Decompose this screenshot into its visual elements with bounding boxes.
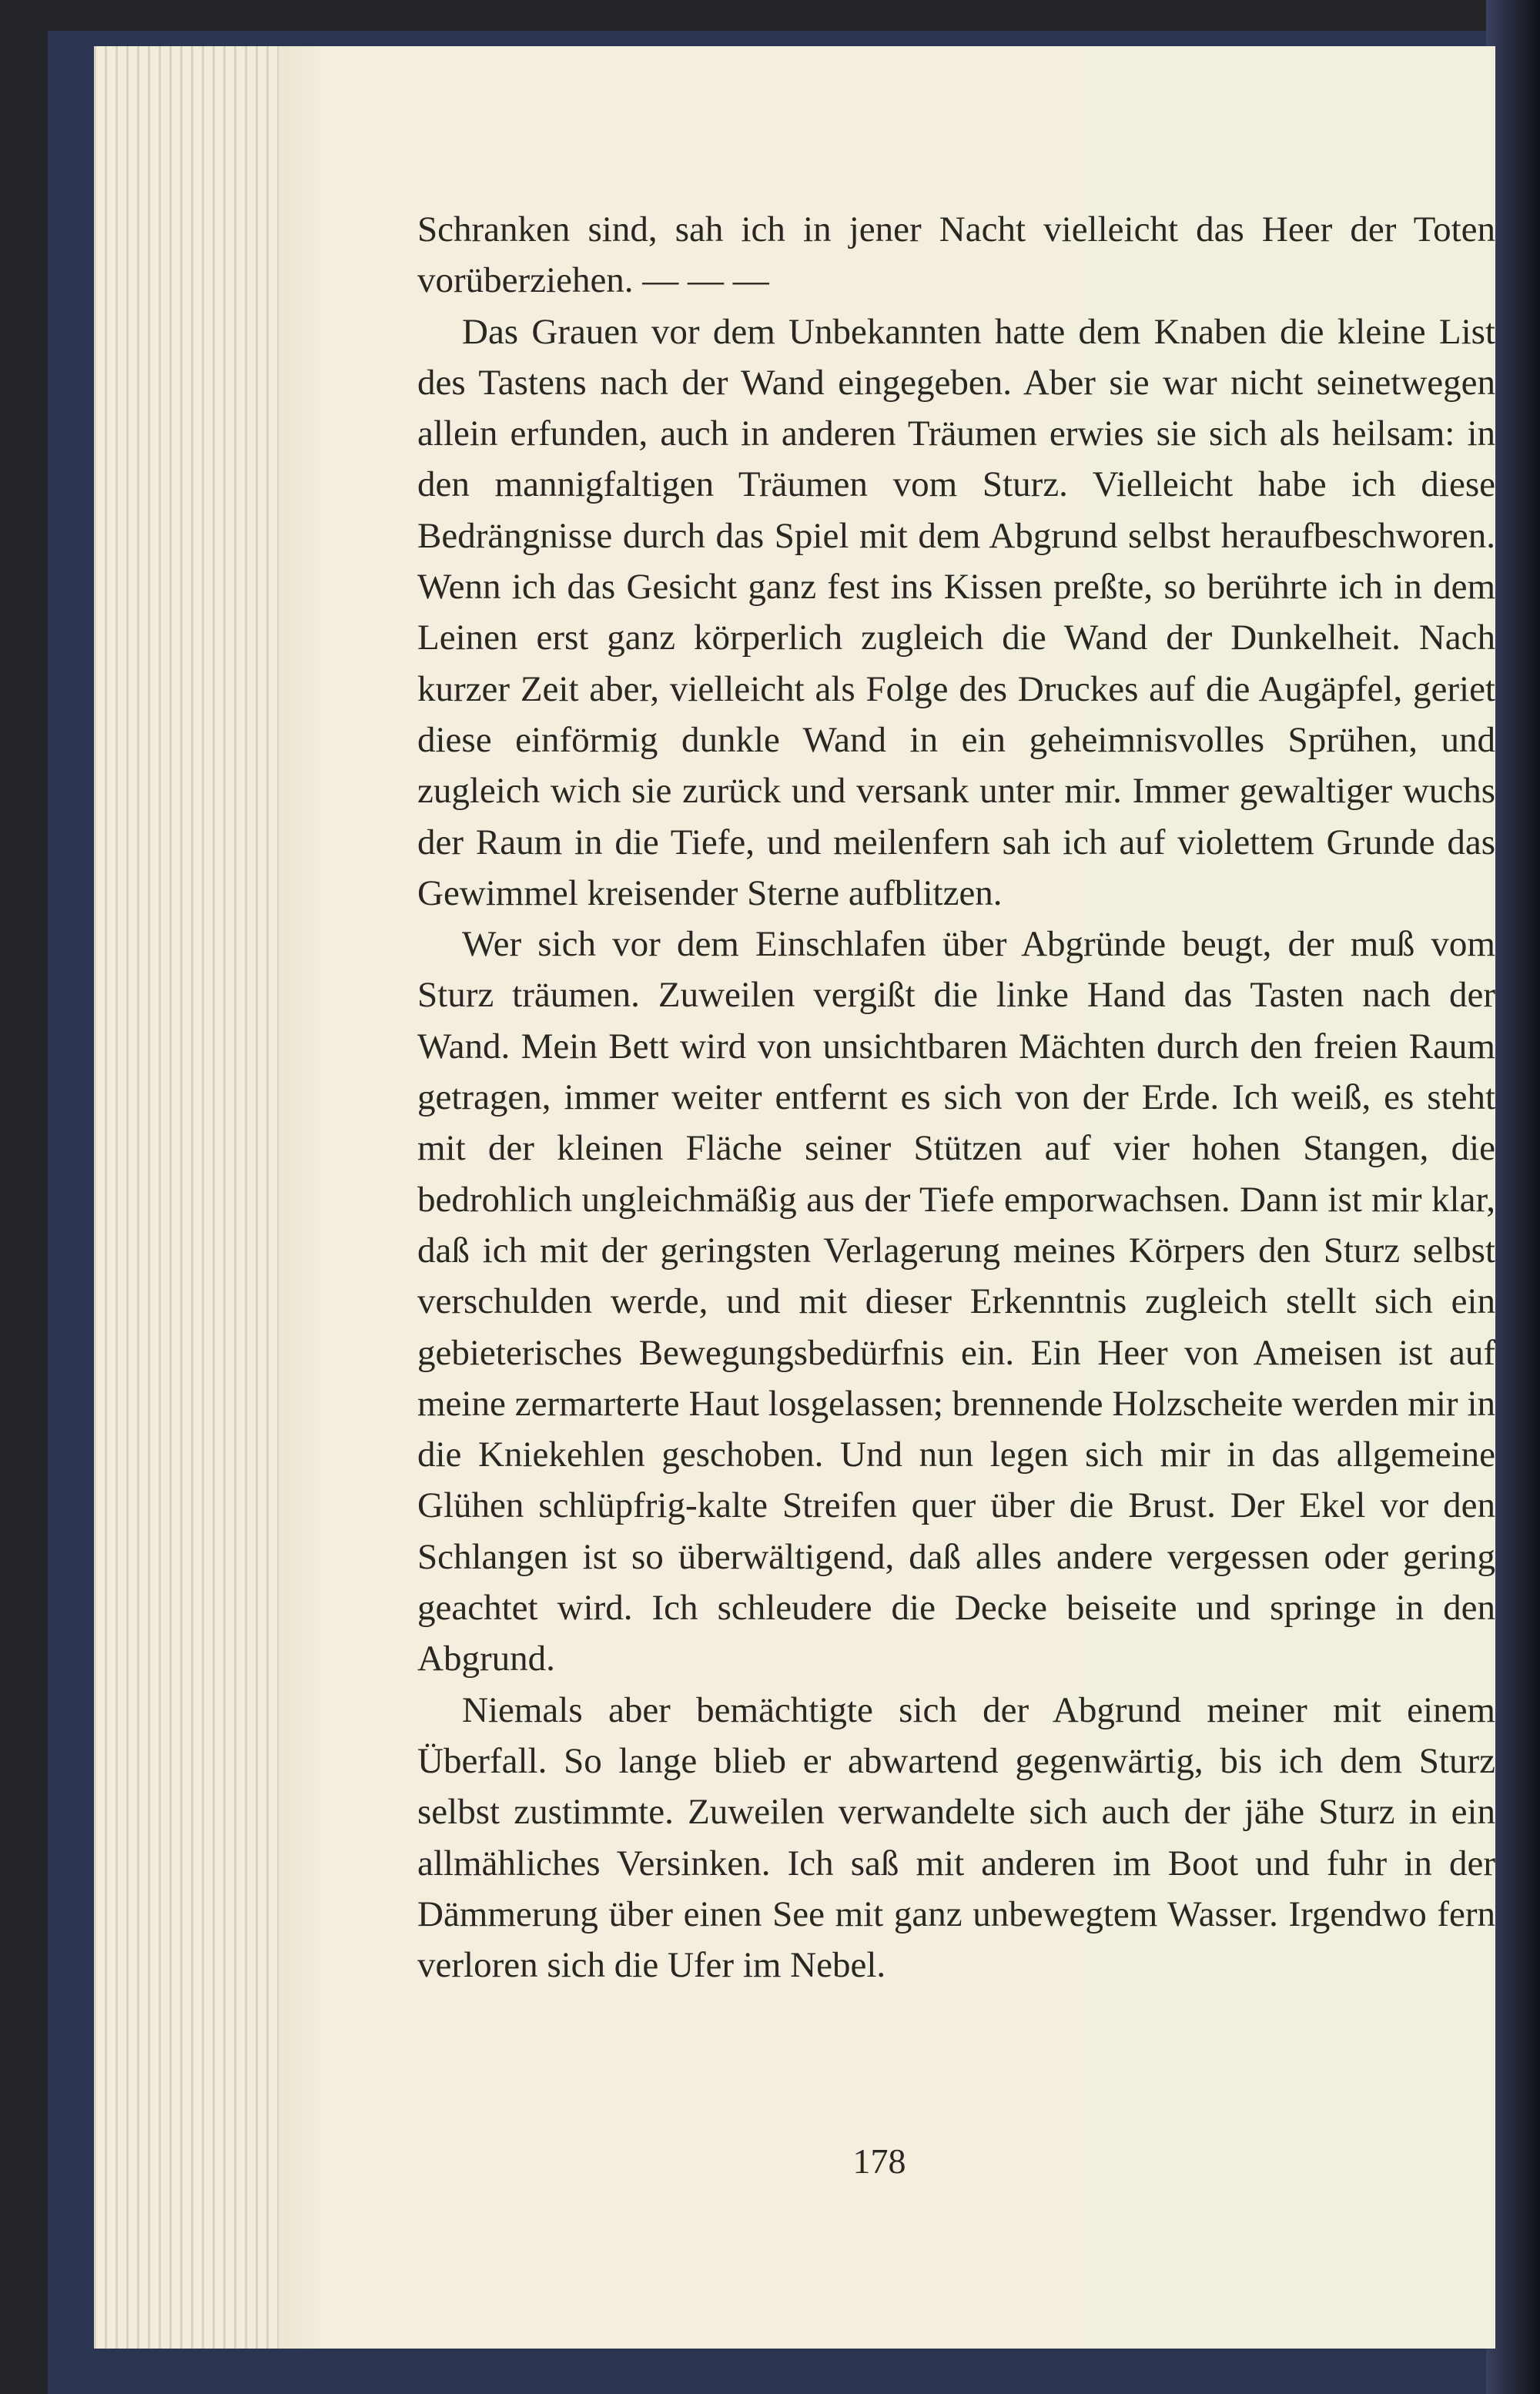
paragraph: Schranken sind, sah ich in jener Nacht vielleicht das Heer der Toten vorüberziehen. — — — (417, 209, 1495, 301)
page-edges (94, 46, 280, 2349)
paragraph: Das Grauen vor dem Unbekannten hatte dem Knaben die kleine List des Tastens nach der Wand eingegeben. Aber sie war nicht seinetwegen allein erfunden, auch in anderen Träumen erwies sie sich als heilsam: in den mannigfaltigen Träumen vom Sturz. Vielleicht habe ich diese Bedrängnisse durch das Spiel mit dem Abgrund selbst heraufbeschworen. Wenn ich das Gesicht ganz fest ins Kissen preßte, so berührte ich in dem Leinen erst ganz körperlich zugleich die Wand der Dunkelheit. Nach kurzer Zeit aber, vielleicht als Folge des Druckes auf die Augäpfel, geriet diese einförmig dunkle Wand in ein geheimnisvolles Sprühen, und zugleich wich sie zurück und versank unter mir. Immer gewaltiger wuchs der Raum in die Tiefe, und meilenfern sah ich auf violettem Grunde das Gewimmel kreisender Sterne aufblitzen. (417, 311, 1495, 913)
page-text (417, 204, 1495, 1991)
paragraph: Niemals aber bemächtigte sich der Abgrund meiner mit einem Überfall. So lange blieb er abwartend gegenwärtig, bis ich dem Sturz selbst zustimmte. Zuweilen verwandelte sich auch der jähe Sturz in ein allmähliches Versinken. Ich saß mit anderen im Boot und fuhr in der Dämmerung über einen See mit ganz unbewegtem Wasser. Irgendwo fern verloren sich die Ufer im Nebel. (417, 1689, 1495, 1986)
page-number: 178 (852, 2141, 906, 2181)
paragraph: Wer sich vor dem Einschlafen über Abgründe beugt, der muß vom Sturz träumen. Zuweilen vergißt die linke Hand das Tasten nach der Wand. Mein Bett wird von unsichtbaren Mächten durch den freien Raum getragen, immer weiter entfernt es sich von der Erde. Ich weiß, es steht mit der kleinen Fläche seiner Stützen auf vier hohen Stangen, die bedrohlich ungleichmäßig aus der Tiefe emporwachsen. Dann ist mir klar, daß ich mit der geringsten Verlagerung meines Körpers den Sturz selbst verschulden werde, und mit dieser Erkenntnis zugleich stellt sich ein gebieterisches Bewegungsbedürfnis ein. Ein Heer von Ameisen ist auf meine zermarterte Haut losgelassen; brennende Holzscheite werden mir in die Kniekehlen geschoben. Und nun legen sich mir in das allgemeine Glühen schlüpfrig-kalte Streifen quer über die Brust. Der Ekel vor den Schlangen ist so überwältigend, daß alles andere vergessen oder gering geachtet wird. Ich schleudere die Decke beiseite und springe in den Abgrund. (417, 924, 1495, 1679)
book-page (279, 46, 1495, 2349)
